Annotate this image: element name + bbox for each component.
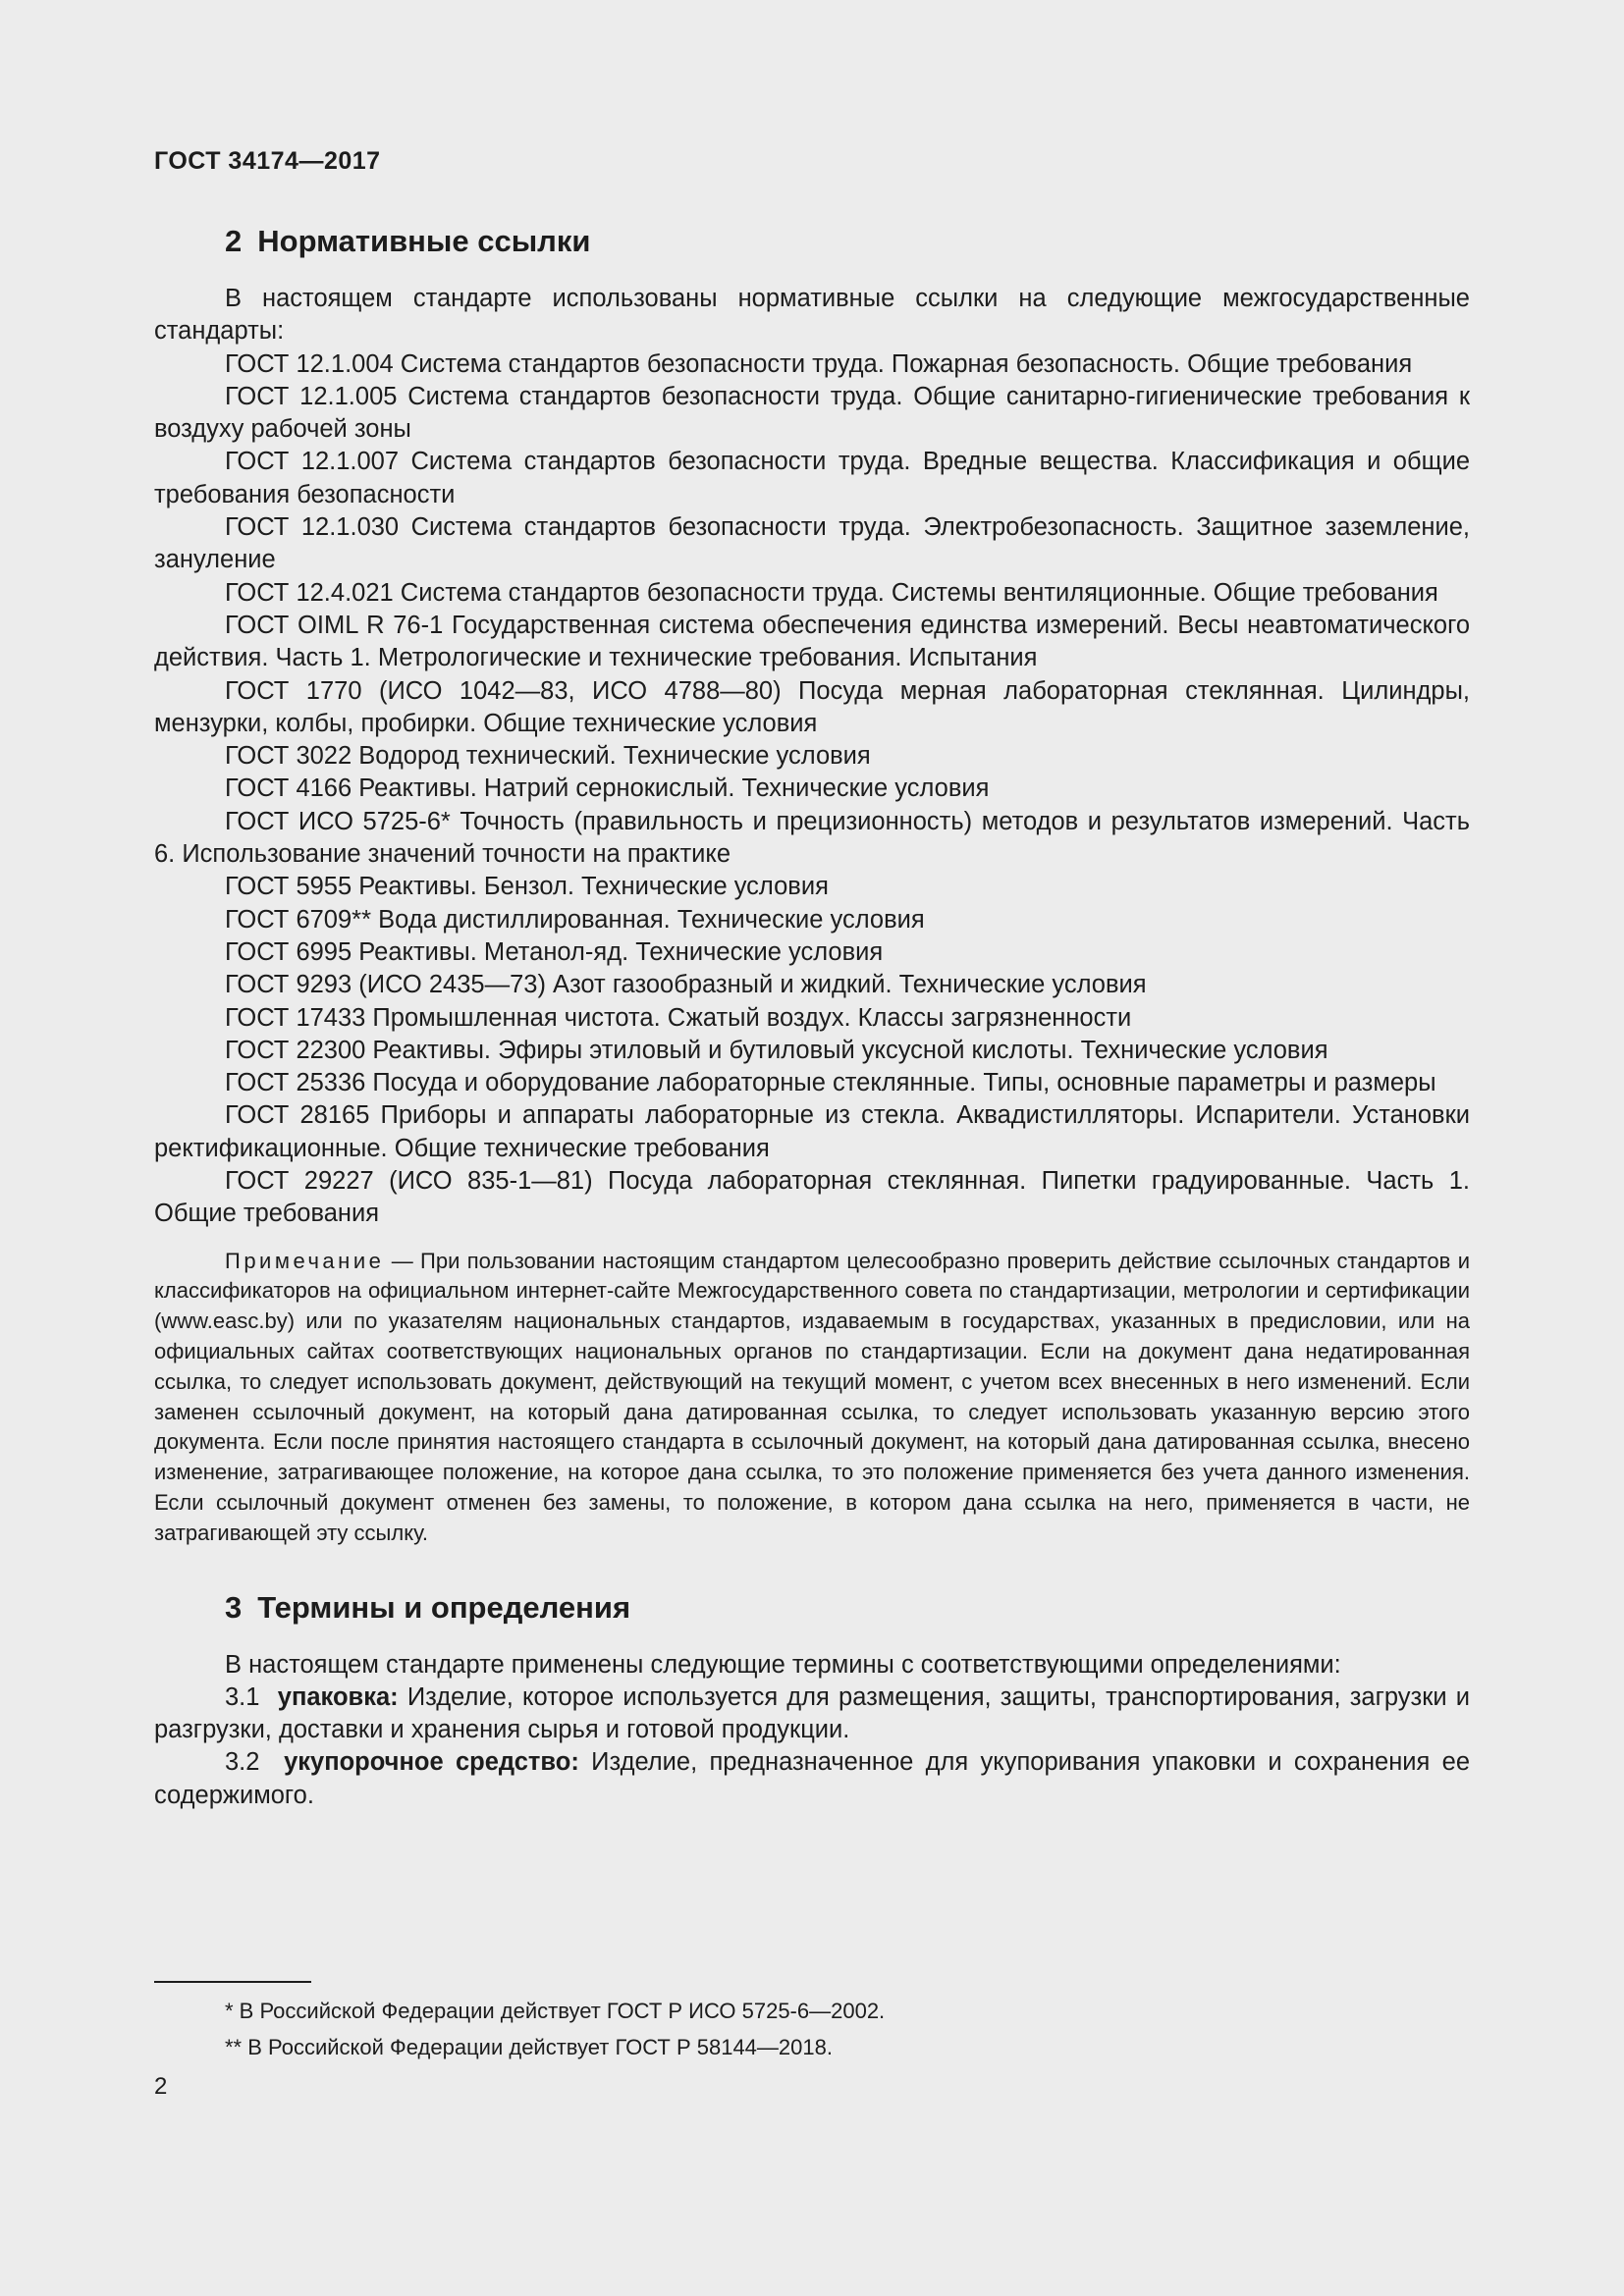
reference-item: ГОСТ 9293 (ИСО 2435—73) Азот газообразный и жидкий. Технические условия: [225, 971, 1147, 999]
term-name: укупорочное средство:: [284, 1748, 579, 1777]
reference-item: ГОСТ 6709** Вода дистиллированная. Технические условия: [225, 905, 925, 934]
reference-item: ГОСТ 1770 (ИСО 1042—83, ИСО 4788—80) Посуда мерная лабораторная стеклянная. Цилиндры, мензурки, колбы, пробирки. Общие технические условия: [154, 676, 1470, 737]
term-text: Изделие, предназначенное для укупоривания упаковки и сохранения ее содержимого.: [154, 1748, 1471, 1809]
reference-item: ГОСТ 12.1.030 Система стандартов безопасности труда. Электробезопасность. Защитное заземление, зануление: [154, 513, 1470, 574]
reference-item: ГОСТ OIML R 76-1 Государственная система обеспечения единства измерений. Весы неавтоматического действия. Часть 1. Метрологические и технические требования. Испытания: [154, 611, 1470, 672]
section-3-intro: В настоящем стандарте применены следующие термины с соответствующими определениями:: [225, 1650, 1341, 1679]
document-header: ГОСТ 34174—2017: [154, 147, 381, 175]
term-definition: [154, 1746, 1470, 1812]
section-number: 3: [225, 1589, 243, 1625]
note-label: Примечание: [225, 1248, 385, 1273]
page-content: [154, 222, 1470, 1812]
section-2-intro: В настоящем стандарте использованы нормативные ссылки на следующие межгосударственные стандарты:: [154, 285, 1470, 346]
reference-item: ГОСТ 12.1.007 Система стандартов безопасности труда. Вредные вещества. Классификация и общие требования безопасности: [154, 448, 1470, 508]
note-paragraph: [154, 1247, 1470, 1549]
section-3-heading: [225, 1588, 1470, 1628]
section-2-heading: [225, 222, 1470, 261]
reference-item: ГОСТ 25336 Посуда и оборудование лабораторные стеклянные. Типы, основные параметры и размеры: [225, 1069, 1436, 1097]
reference-item: ГОСТ 3022 Водород технический. Технические условия: [225, 742, 871, 771]
page-number: 2: [154, 2073, 168, 2100]
reference-item: ГОСТ 28165 Приборы и аппараты лабораторные из стекла. Аквадистилляторы. Испарители. Установки ректификационные. Общие технические требования: [154, 1101, 1470, 1162]
term-number: 3.1: [225, 1682, 260, 1711]
reference-item: ГОСТ 12.1.005 Система стандартов безопасности труда. Общие санитарно-гигиенические требования к воздуху рабочей зоны: [154, 382, 1470, 444]
term-text: Изделие, которое используется для размещения, защиты, транспортирования, загрузки и разгрузки, доставки и хранения сырья и готовой продукции.: [154, 1682, 1471, 1744]
term-name: упаковка:: [277, 1682, 399, 1711]
reference-item: ГОСТ 5955 Реактивы. Бензол. Технические условия: [225, 873, 829, 901]
note-text: — При пользовании настоящим стандартом целесообразно проверить действие ссылочных стандартов и классификаторов на официальном интернет-сайте Межгосударственного совета по стандартизации, метрологии и сертификации (www.easc.by) или по указателям национальных стандартов, издаваемым в государствах, указанных в предисловии, или на официальных сайтах соответствующих национальных органов по стандартизации. Если на документ дана недатированная ссылка, то следует использовать документ, действующий на текущий момент, с учетом всех внесенных в него изменений. Если заменен ссылочный документ, на который дана датированная ссылка, то следует использовать указанную версию этого документа. Если после принятия настоящего стандарта в ссылочный документ, на который дана датированная ссылка, внесено изменение, затрагивающее положение, на которое дана ссылка, то это положение применяется без учета данного изменения. Если ссылочный документ отменен без замены, то положение, в котором дана ссылка на него, применяется в части, не затрагивающей эту ссылку.: [154, 1248, 1470, 1545]
reference-item: ГОСТ 12.1.004 Система стандартов безопасности труда. Пожарная безопасность. Общие требования: [225, 349, 1413, 378]
footnote: ** В Российской Федерации действует ГОСТ Р 58144—2018.: [225, 2035, 833, 2059]
footnotes: [225, 1993, 885, 2065]
reference-item: ГОСТ 22300 Реактивы. Эфиры этиловый и бутиловый уксусной кислоты. Технические условия: [225, 1036, 1328, 1064]
reference-item: ГОСТ 12.4.021 Система стандартов безопасности труда. Системы вентиляционные. Общие требования: [225, 578, 1438, 607]
reference-item: ГОСТ 6995 Реактивы. Метанол-яд. Технические условия: [225, 937, 884, 966]
reference-item: ГОСТ 4166 Реактивы. Натрий сернокислый. Технические условия: [225, 774, 990, 803]
section-number: 2: [225, 224, 243, 258]
section-title: Нормативные ссылки: [257, 224, 591, 258]
reference-item: ГОСТ ИСО 5725-6* Точность (правильность и прецизионность) методов и результатов измерений. Часть 6. Использование значений точности на практике: [154, 807, 1470, 869]
term-definition: [154, 1682, 1470, 1747]
term-number: 3.2: [225, 1748, 260, 1777]
section-title: Термины и определения: [257, 1589, 631, 1625]
reference-item: ГОСТ 17433 Промышленная чистота. Сжатый воздух. Классы загрязненности: [225, 1003, 1132, 1032]
footnote: * В Российской Федерации действует ГОСТ Р ИСО 5725-6—2002.: [225, 1999, 886, 2023]
reference-item: ГОСТ 29227 (ИСО 835-1—81) Посуда лабораторная стеклянная. Пипетки градуированные. Часть 1. Общие требования: [154, 1167, 1470, 1228]
footnote-divider: [154, 1981, 311, 1983]
